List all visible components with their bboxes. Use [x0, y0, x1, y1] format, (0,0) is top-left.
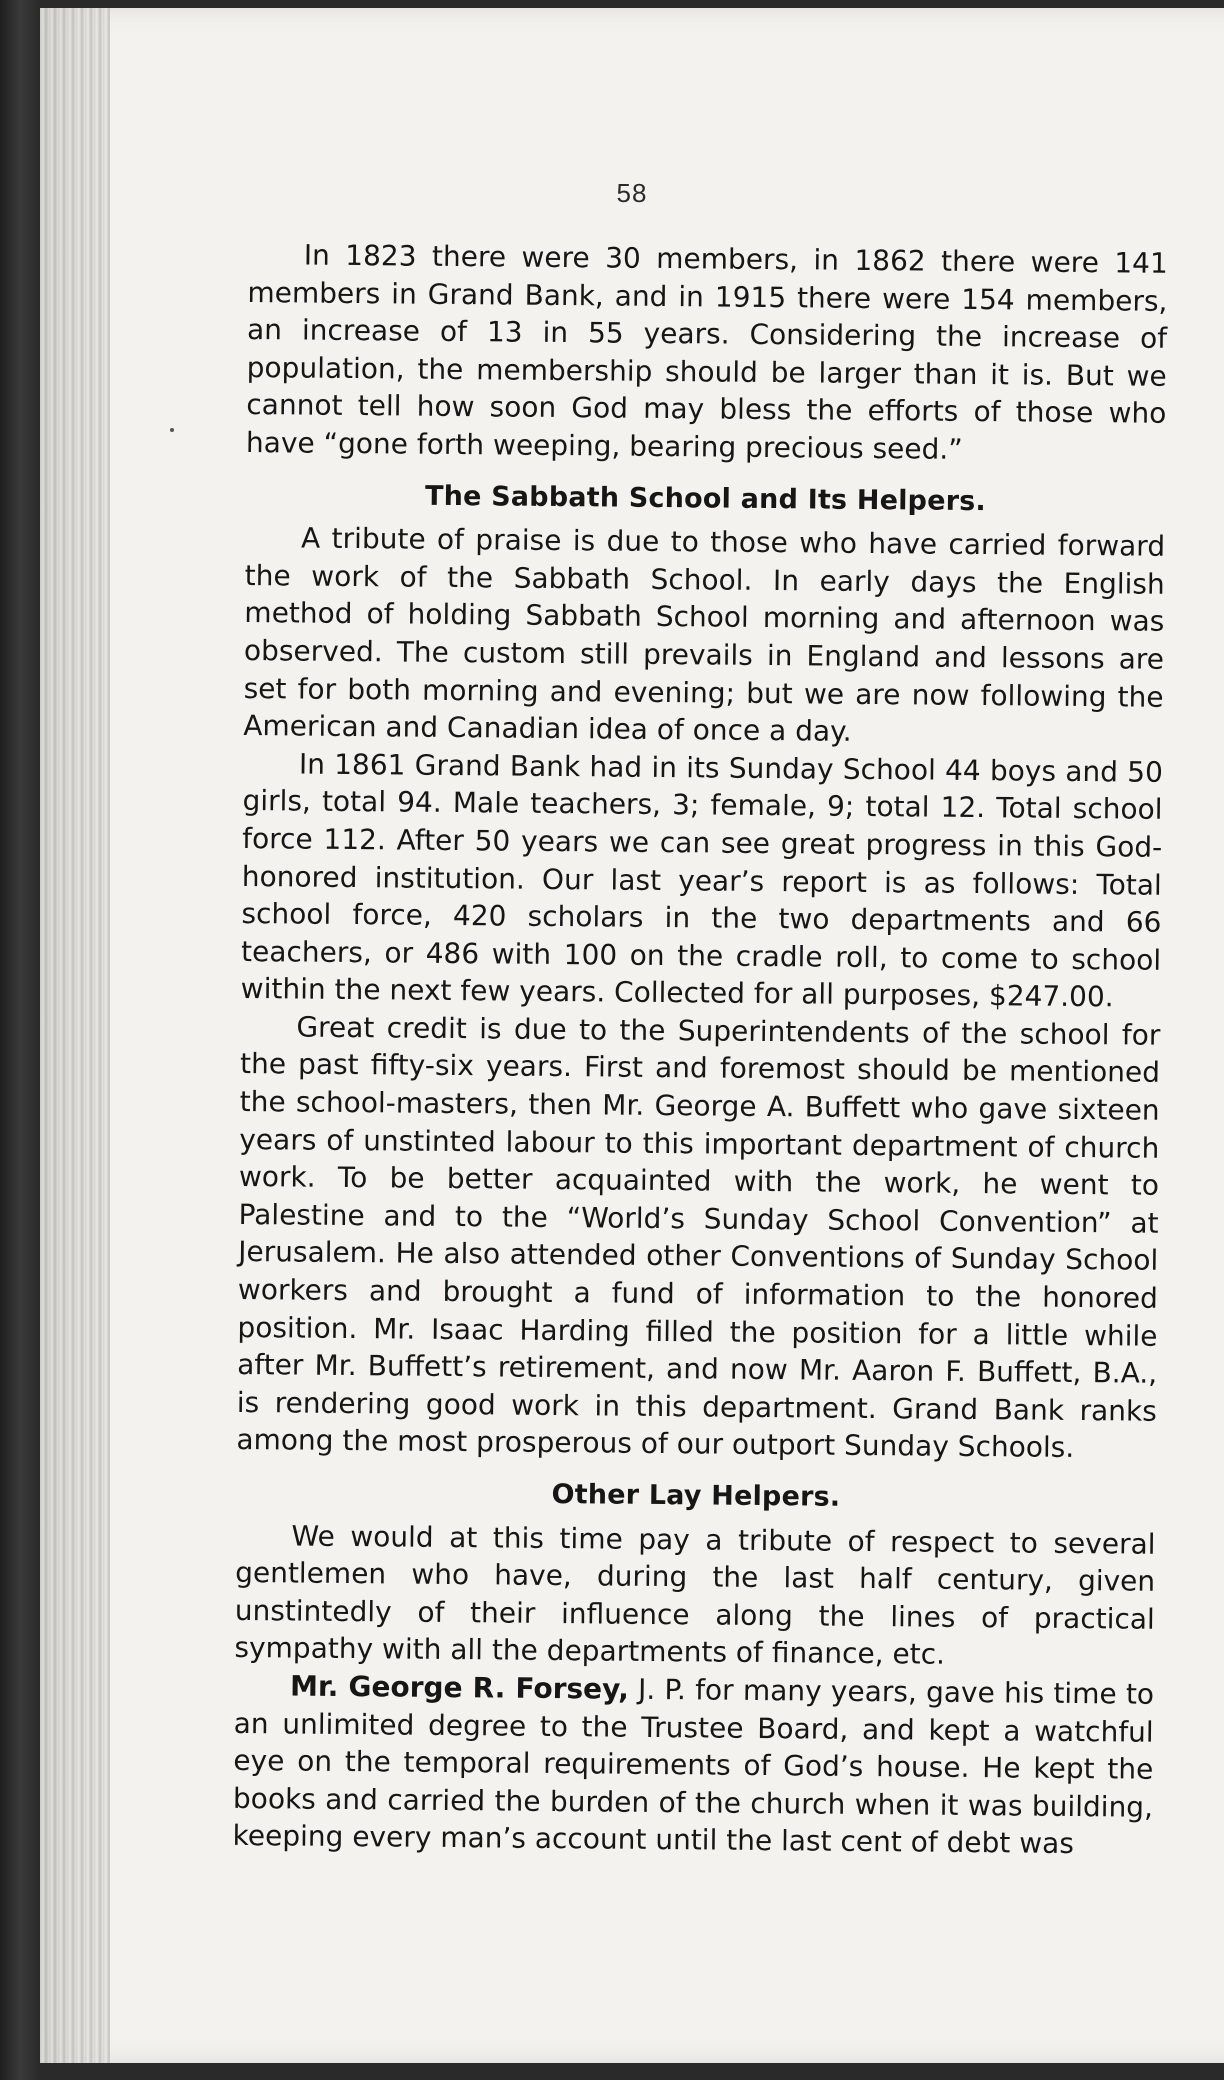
paragraph-forsey	[232, 1667, 1154, 1864]
page-edge-shadow	[40, 8, 110, 2063]
intro-paragraph: In 1823 there were 30 members, in 1862 there were 141 members in Grand Bank, and in 1915 there were 154 members, an increase of 13 in 55 years. Considering the increase of population, the membership should be larger than it is. But we cannot tell how soon God may bless the efforts of those who have “gone forth weeping, bearing precious seed.”	[245, 238, 1168, 466]
section-heading-lay-helpers: Other Lay Helpers.	[551, 1478, 841, 1513]
page-text	[232, 236, 1167, 1864]
scan-speck	[170, 428, 174, 432]
paragraph-lay-helpers-1: We would at this time pay a tribute of respect to several gentlemen who have, during the last half century, given unstintedly of their influence along the lines of practical sympathy with all the departments of finance, etc.	[234, 1519, 1156, 1672]
paragraph-sabbath-1: A tribute of praise is due to those who have carried forward the work of the Sabbath School. In early days the English method of holding Sabbath School morning and afternoon was observed. The custom still prevails in England and lessons are set for both morning and evening; but we are now following the American and Canadian idea of once a day.	[243, 521, 1166, 748]
forsey-text: J. P. for many years, gave his time to an unlimited degree to the Trustee Board, and kept a watchful eye on the temporal requirements of God’s house. He kept the books and carried the burden of the church when it was building, keeping every man’s account until the last cent of debt was	[232, 1672, 1155, 1861]
person-name-forsey: Mr. George R. Forsey,	[289, 1669, 630, 1706]
paragraph-sabbath-3: Great credit is due to the Superintendents of the school for the past fifty-six years. First and foremost should be mentioned the school-masters, then Mr. George A. Buffett who gave sixteen years of unstinted labour to this important department of church work. To be better acquainted with the work, he went to Palestine and to the “World’s Sunday School Convention” at Jerusalem. He also attended other Conventions of Sunday School workers and brought a fund of information to the honored position. Mr. Isaac Harding filled the position for a little while after Mr. Buffett’s retirement, and now Mr. Aaron F. Buffett, B.A., is rendering good work in this department. Grand Bank ranks among the most prosperous of our outport Sunday Schools.	[236, 1010, 1161, 1465]
paragraph-sabbath-2: In 1861 Grand Bank had in its Sunday School 44 boys and 50 girls, total 94. Male teachers, 3; female, 9; total 12. Total school force 112. After 50 years we can see great progress in this God-honored institution. Our last year’s report is as follows: Total school force, 420 scholars in the two departments and 66 teachers, or 486 with 100 on the cradle roll, to come to school within the next few years. Collected for all purposes, $247.00.	[240, 747, 1164, 1014]
page-number: 58	[616, 178, 648, 208]
book-page	[40, 8, 1224, 2063]
section-heading-sabbath-school: The Sabbath School and Its Helpers.	[424, 480, 987, 517]
